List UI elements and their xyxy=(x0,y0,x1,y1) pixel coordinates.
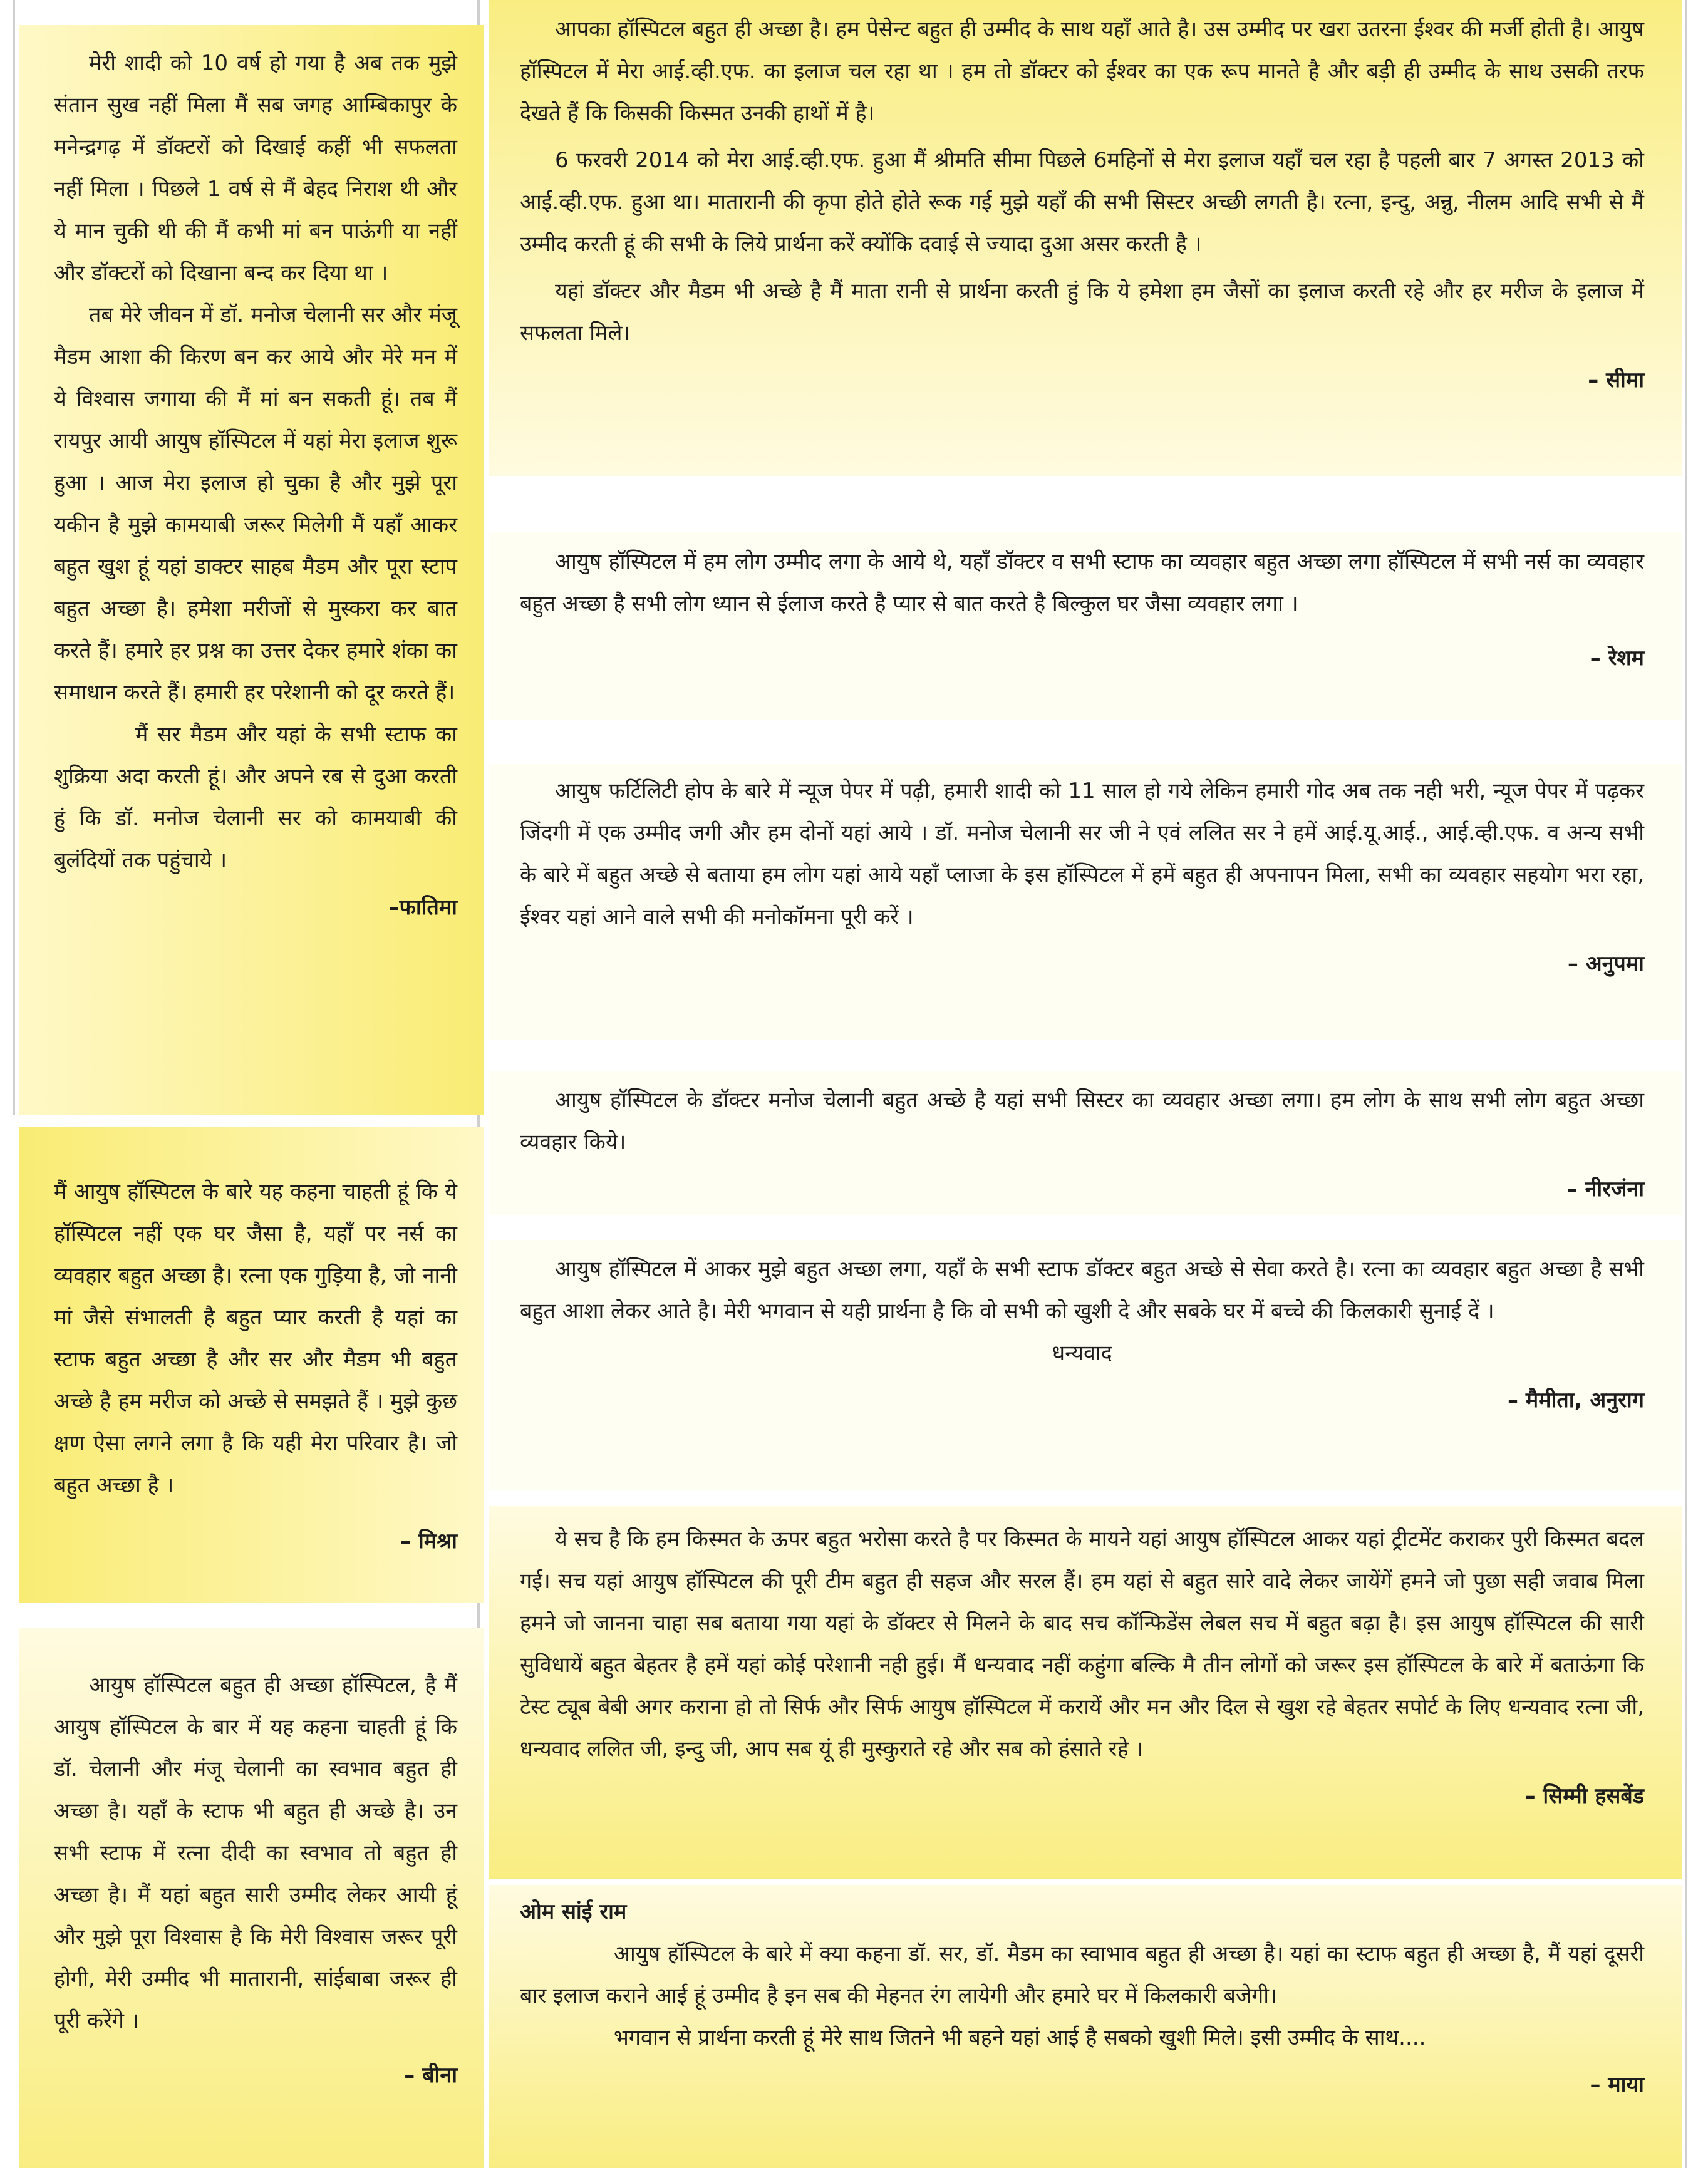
testimonial-resham xyxy=(489,532,1682,720)
testimonial-text: आपका हॉस्पिटल बहुत ही अच्छा है। हम पेसेन्ट बहुत ही उम्मीद के साथ यहाँ आते है। उस उम्मीद पर खरा उतरना ईश्वर की मर्जी होती है। आयुष हॉस्पिटल में मेरा आई.व्ही.एफ. का इलाज चल रहा था । हम तो डॉक्टर को ईश्वर का एक रूप मानते है और बड़ी ही उम्मीद के साथ उसकी तरफ देखते हैं कि किसकी किस्मत उनकी हाथों में है। xyxy=(520,17,1644,126)
testimonial-beena xyxy=(19,1628,484,2168)
testimonial-text: तब मेरे जीवन में डॉ. मनोज चेलानी सर और मंजू मैडम आशा की किरण बन कर आये और मेरे मन में ये विश्वास जगाया की मैं मां बन सकती हूं। तब मैं रायपुर आयी आयुष हॉस्पिटल में यहां मेरा इलाज शुरू हुआ । आज मेरा इलाज हो चुका है और मुझे पूरा यकीन है मुझे कामयाबी जरूर मिलेगी मैं यहाँ आकर बहुत खुश हूं यहां डाक्टर साहब मैडम और पूरा स्टाप बहुत अच्छा है। हमेशा मरीजों से मुस्करा कर बात करते हैं। हमारे हर प्रश्न का उत्तर देकर हमारे शंका का समाधान करते हैं। हमारी हर परेशानी को दूर करते हैं। xyxy=(54,302,457,705)
thanks-text: धन्यवाद xyxy=(1052,1341,1112,1366)
testimonial-text: मैं आयुष हॉस्पिटल के बारे यह कहना चाहती हूं कि ये हॉस्पिटल नहीं एक घर जैसा है, यहाँ पर नर्स का व्यवहार बहुत अच्छा है। रत्ना एक गुड़िया है, जो नानी मां जैसे संभालती है बहुत प्यार करती है यहां का स्टाफ बहुत अच्छा है और सर और मैडम भी बहुत अच्छे है हम मरीज को अच्छे से समझते हैं । मुझे कुछ क्षण ऐसा लगने लगा है कि यही मेरा परिवार है। जो बहुत अच्छा है । xyxy=(54,1179,457,1498)
testimonial-signature: – बीना xyxy=(404,2063,457,2088)
testimonial-text: आयुष हॉस्पिटल में आकर मुझे बहुत अच्छा लगा, यहाँ के सभी स्टाफ डॉक्टर बहुत अच्छे से सेवा करते है। रत्ना का व्यवहार बहुत अच्छा है सभी बहुत आशा लेकर आते है। मेरी भगवान से यही प्रार्थना है कि वो सभी को खुशी दे और सबके घर में बच्चे की किलकारी सुनाई दें । xyxy=(520,1257,1644,1324)
testimonial-signature: – मैमीता, अनुराग xyxy=(1508,1388,1644,1413)
testimonial-seema xyxy=(489,0,1682,476)
testimonial-text: आयुष हॉस्पिटल के डॉक्टर मनोज चेलानी बहुत अच्छे है यहां सभी सिस्टर का व्यवहार अच्छा लगा। हम लोग के साथ सभी लोग बहुत अच्छा व्यवहार किये। xyxy=(520,1088,1644,1155)
column-divider-right xyxy=(1685,0,1687,2168)
testimonial-maimita xyxy=(489,1240,1682,1490)
testimonial-text: आयुष हॉस्पिटल बहुत ही अच्छा हॉस्पिटल, है मैं आयुष हॉस्पिटल के बार में यह कहना चाहती हूं कि डॉ. चेलानी और मंजू चेलानी का स्वभाव बहुत ही अच्छा है। यहाँ के स्टाफ भी बहुत ही अच्छे है। उन सभी स्टाफ में रत्ना दीदी का स्वभाव तो बहुत ही अच्छा है। मैं यहां बहुत सारी उम्मीद लेकर आयी हूं और मुझे पूरा विश्वास है कि मेरी विश्वास जरूर पूरी होगी, मेरी उम्मीद भी मातारानी, सांईबाबा जरूर ही पूरी करेंगे । xyxy=(54,1673,457,2033)
testimonial-text: आयुष हॉस्पिटल के बारे में क्या कहना डॉ. सर, डॉ. मैडम का स्वाभाव बहुत ही अच्छा है। यहां का स्टाफ बहुत ही अच्छा है, मैं यहां दूसरी बार इलाज कराने आई हूं उम्मीद है इन सब की मेहनत रंग लायेगी और हमारे घर में किलकारी बजेगी। xyxy=(520,1941,1644,2008)
testimonial-signature: –फातिमा xyxy=(388,895,457,920)
testimonial-signature: – अनुपमा xyxy=(1567,951,1644,976)
testimonial-text: यहां डॉक्टर और मैडम भी अच्छे है मैं माता रानी से प्रार्थना करती हुं कि ये हमेशा हम जैसों का इलाज करती रहे और हर मरीज के इलाज में सफलता मिले। xyxy=(520,279,1644,346)
column-divider-left xyxy=(13,0,15,1115)
testimonial-text: मेरी शादी को 10 वर्ष हो गया है अब तक मुझे संतान सुख नहीं मिला मैं सब जगह आम्बिकापुर के मनेन्द्रगढ़ में डॉक्टरों को दिखाई कहीं भी सफलता नहीं मिला । पिछले 1 वर्ष से मैं बेहद निराश थी और ये मान चुकी थी की मैं कभी मां बन पाऊंगी या नहीं और डॉक्टरों को दिखाना बन्द कर दिया था । xyxy=(54,51,457,286)
testimonial-text: मैं सर मैडम और यहां के सभी स्टाफ का शुक्रिया अदा करती हूं। और अपने रब से दुआ करती हुं कि डॉ. मनोज चेलानी सर को कामयाबी की बुलंदियों तक पहुंचाये । xyxy=(54,722,457,873)
testimonial-neeranjana xyxy=(489,1071,1682,1215)
testimonial-anupama xyxy=(489,764,1682,1040)
testimonial-signature: – माया xyxy=(1590,2072,1644,2097)
testimonial-text: 6 फरवरी 2014 को मेरा आई.व्ही.एफ. हुआ मैं श्रीमति सीमा पिछले 6महिनों से मेरा इलाज यहाँ चल रहा है पहली बार 7 अगस्त 2013 को आई.व्ही.एफ. हुआ था। मातारानी की कृपा होते होते रूक गई मुझे यहाँ की सभी सिस्टर अच्छी लगती है। रत्ना, इन्दु, अन्नु, नीलम आदि सभी से मैं उम्मीद करती हूं की सभी के लिये प्रार्थना करें क्योंकि दवाई से ज्यादा दुआ असर करती है । xyxy=(520,148,1644,257)
testimonial-text: भगवान से प्रार्थना करती हूं मेरे साथ जितने भी बहने यहां आई है सबको खुशी मिले। इसी उम्मीद के साथ.... xyxy=(614,2025,1426,2050)
testimonial-heading: ओम सांई राम xyxy=(520,1899,627,1924)
testimonial-text: आयुष हॉस्पिटल में हम लोग उम्मीद लगा के आये थे, यहाँ डॉक्टर व सभी स्टाफ का व्यवहार बहुत अच्छा लगा हॉस्पिटल में सभी नर्स का व्यवहार बहुत अच्छा है सभी लोग ध्यान से ईलाज करते है प्यार से बात करते है बिल्कुल घर जैसा व्यवहार लगा । xyxy=(520,549,1644,616)
testimonial-mishra xyxy=(19,1127,484,1603)
testimonial-signature: – मिश्रा xyxy=(400,1529,457,1554)
testimonial-simmi xyxy=(489,1506,1682,1879)
testimonial-maya xyxy=(489,1885,1682,2168)
testimonial-text: आयुष फर्टिलिटी होप के बारे में न्यूज पेपर में पढ़ी, हमारी शादी को 11 साल हो गये लेकिन हमारी गोद अब तक नही भरी, न्यूज पेपर में पढ़कर जिंदगी में एक उम्मीद जगी और हम दोनों यहां आये । डॉ. मनोज चेलानी सर जी ने एवं ललित सर ने हमें आई.यू.आई., आई.व्ही.एफ. व अन्य सभी के बारे में बहुत अच्छे से बताया हम लोग यहां आये यहाँ प्लाजा के इस हॉस्पिटल में हमें बहुत ही अपनापन मिला, सभी का व्यवहार सहयोग भरा रहा, ईश्वर यहां आने वाले सभी की मनोकॉमना पूरी करें । xyxy=(520,778,1644,929)
testimonial-signature: – सीमा xyxy=(1588,368,1644,393)
testimonial-text: ये सच है कि हम किस्मत के ऊपर बहुत भरोसा करते है पर किस्मत के मायने यहां आयुष हॉस्पिटल आकर यहां ट्रीटमेंट कराकर पुरी किस्मत बदल गई। सच यहां आयुष हॉस्पिटल की पूरी टीम बहुत ही सहज और सरल हैं। हम यहां से बहुत सारे वादे लेकर जायेंगें हमने जो पुछा सही जवाब मिला हमने जो जानना चाहा सब बताया गया यहां के डॉक्टर से मिलने के बाद सच कॉन्फिडेंस लेबल सच में बहुत बढ़ा है। इस आयुष हॉस्पिटल की सारी सुविधायें बहुत बेहतर है हमें यहां कोई परेशानी नही हुई। मैं धन्यवाद नहीं कहुंगा बल्कि मै तीन लोगों को जरूर इस हॉस्पिटल के बारे में बताऊंगा कि टेस्ट ट्यूब बेबी अगर कराना हो तो सिर्फ और सिर्फ आयुष हॉस्पिटल में करायें और मन और दिल से खुश रहे बेहतर सपोर्ट के लिए धन्यवाद रत्ना जी, धन्यवाद ललित जी, इन्दु जी, आप सब यूं ही मुस्कुराते रहे और सब को हंसाते रहे । xyxy=(520,1527,1644,1762)
testimonial-signature: – नीरजंना xyxy=(1566,1177,1644,1202)
testimonial-fatima xyxy=(19,25,484,1115)
testimonial-signature: – रेशम xyxy=(1590,646,1644,671)
testimonial-signature: – सिम्मी हसबेंड xyxy=(1524,1783,1644,1809)
